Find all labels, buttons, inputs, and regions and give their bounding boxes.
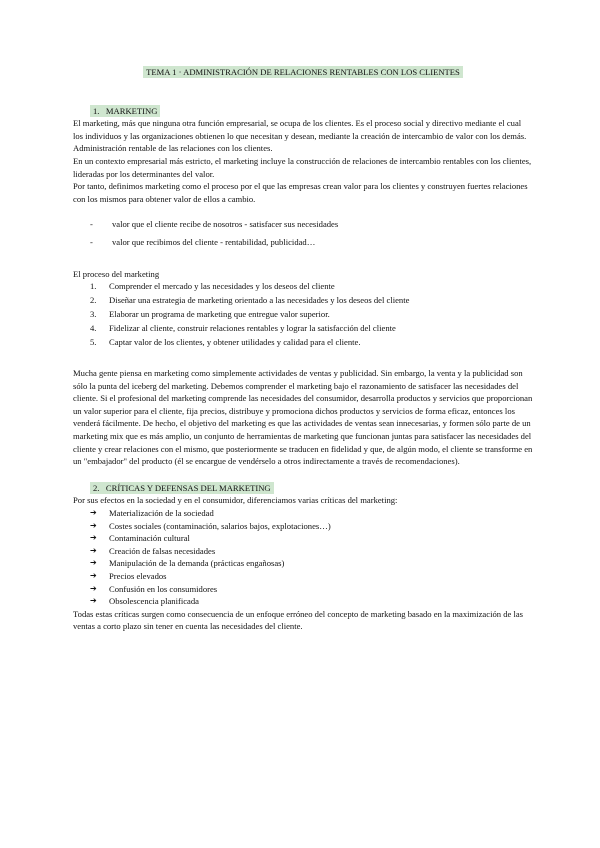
process-item-text: Diseñar una estrategia de marketing orientado a las necesidades y los deseos del cliente (109, 295, 410, 306)
section-1-heading-text: 1. MARKETING (90, 105, 160, 117)
arrow-icon: ➔ (90, 507, 97, 517)
criticism-list-item (90, 595, 533, 608)
criticism-text: Obsolescencia planificada (109, 596, 199, 607)
criticism-list-item (90, 507, 533, 520)
process-item-text: Captar valor de los clientes, y obtener utilidades y calidad para el cliente. (109, 337, 361, 348)
process-item-text: Elaborar un programa de marketing que entregue valor superior. (109, 309, 330, 320)
criticism-list (73, 507, 533, 608)
arrow-icon: ➔ (90, 545, 97, 555)
criticism-list-item (90, 557, 533, 570)
section-2-heading-text: 2. CRÍTICAS Y DEFENSAS DEL MARKETING (90, 482, 274, 494)
process-list-item (90, 308, 533, 321)
criticism-text: Costes sociales (contaminación, salarios bajos, explotaciones…) (109, 520, 331, 531)
criticism-list-item (90, 583, 533, 596)
criticism-text: Manipulación de la demanda (prácticas engañosas) (109, 558, 285, 569)
dash-list-item: - valor que recibimos del cliente - rentabilidad, publicidad… (90, 236, 533, 249)
criticism-list-item (90, 520, 533, 533)
section-2-intro: Por sus efectos en la sociedad y en el consumidor, diferenciamos varias críticas del marketing: (73, 495, 398, 506)
process-item-number: 3. (90, 309, 97, 320)
section-2-conclusion: Todas estas críticas surgen como consecuencia de un enfoque erróneo del concepto de marketing basado en la maximización de las ventas a corto plazo sin tener en cuenta las necesidades del cliente. (73, 608, 524, 632)
arrow-icon: ➔ (90, 533, 97, 543)
value-dash-list (73, 218, 533, 248)
arrow-icon: ➔ (90, 558, 97, 568)
section-1-paragraph-1: El marketing, más que ninguna otra función empresarial, se ocupa de los clientes. Es el proceso social y directivo mediante el cual los individuos y las organizaciones obtienen lo que necesitan y desean, mediante la creación de intercambio de valor con los demás. Administración rentable de las relaciones con los clientes. (73, 118, 527, 154)
criticism-text: Precios elevados (109, 570, 167, 581)
section-1-heading (73, 105, 533, 118)
criticism-list-item (90, 532, 533, 545)
criticism-list-item (90, 545, 533, 558)
document-title-text: TEMA 1 · ADMINISTRACIÓN DE RELACIONES RENTABLES CON LOS CLIENTES (143, 66, 463, 78)
process-item-text: Fidelizar al cliente, construir relaciones rentables y lograr la satisfacción del cliente (109, 323, 396, 334)
process-item-text: Comprender el mercado y las necesidades y los deseos del cliente (109, 281, 335, 292)
process-item-number: 1. (90, 281, 97, 292)
document-page (73, 66, 533, 633)
document-title (73, 66, 533, 79)
section-1-paragraph-3: Por tanto, definimos marketing como el proceso por el que las empresas crean valor para los clientes y construyen fuertes relaciones con los mismos para obtener valor de ellos a cambio. (73, 181, 528, 204)
process-item-number: 2. (90, 295, 97, 306)
criticism-text: Confusión en los consumidores (109, 583, 218, 594)
process-item-number: 5. (90, 337, 97, 348)
arrow-icon: ➔ (90, 570, 97, 580)
criticism-text: Contaminación cultural (109, 533, 190, 544)
process-item-number: 4. (90, 323, 97, 334)
section-1-paragraph-4: Mucha gente piensa en marketing como simplemente actividades de ventas y publicidad. Sin embargo, la venta y la publicidad son sólo la punta del iceberg del marketing. Debemos comprender el marketing bajo el razonamiento de satisfacer las necesidades del cliente. Si el profesional del marketing comprende las necesidades del consumidor, desarrolla productos y servicios que proporcionan un valor superior para el cliente, fija precios, distribuye y promociona dichos productos y servicios de forma eficaz, entonces los venderá fácilmente. De hecho, el objetivo del marketing es que las actividades de ventas sean innecesarias, y formen sólo parte de un marketing mix que es más amplio, un conjunto de herramientas de marketing que funcionan juntas para satisfacer las necesidades del cliente y crear relaciones con el mismo, que posteriormente se traducen en fidelidad y que, de algún modo, el cliente se transforme en un "embajador" del producto (él se encargue de vendérselo a otros indirectamente a través de recomendaciones). (73, 368, 533, 467)
process-list (73, 280, 533, 349)
arrow-icon: ➔ (90, 520, 97, 530)
criticism-list-item (90, 570, 533, 583)
criticism-text: Creación de falsas necesidades (109, 545, 216, 556)
process-list-item (90, 322, 533, 335)
dash-list-item: - valor que el cliente recibe de nosotros - satisfacer sus necesidades (90, 218, 533, 231)
process-title: El proceso del marketing (73, 268, 160, 279)
arrow-icon: ➔ (90, 596, 97, 606)
section-1-paragraph-2: En un contexto empresarial más estricto, el marketing incluye la construcción de relaciones de intercambio rentables con los clientes, lideradas por los determinantes del valor. (73, 155, 532, 179)
section-2-heading (73, 482, 533, 495)
process-list-item (90, 336, 533, 349)
process-list-item (90, 280, 533, 293)
arrow-icon: ➔ (90, 583, 97, 593)
process-list-item (90, 294, 533, 307)
criticism-text: Materialización de la sociedad (109, 507, 214, 518)
